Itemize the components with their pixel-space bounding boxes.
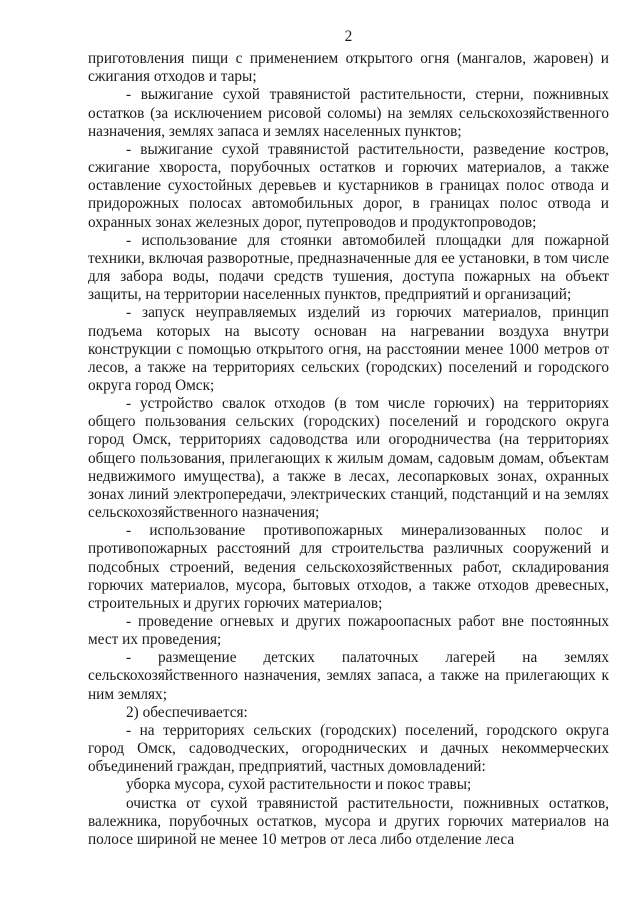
- paragraph: - использование для стоянки автомобилей площадки для пожарной техники, включая разворотные, предназначенные для ее установки, в том числе для забора воды, подачи средств тушения, доступа пожарных на объект защиты, на территории населенных пунктов, предприятий и организаций;: [88, 231, 609, 304]
- paragraph: - устройство свалок отходов (в том числе горючих) на территориях общего пользования сельских (городских) поселений и городского округа город Омск, территориях садоводства или огородничества (на территориях общего пользования, прилегающих к жилым домам, садовым домам, объектам недвижимого имущества), а также в лесах, лесопарковых зонах, охранных зонах линий электропередачи, электрических станций, подстанций и на землях сельскохозяйственного назначения;: [88, 395, 609, 522]
- paragraph: 2) обеспечивается:: [126, 703, 248, 721]
- paragraph: - выжигание сухой травянистой растительности, разведение костров, сжигание хвороста, порубочных остатков и горючих материалов, а также оставление сухостойных деревьев и кустарников в границах полос отвода и придорожных полосах автомобильных дорог, в границах полос отвода и охранных зонах железных дорог, путепроводов и продуктопроводов;: [88, 140, 609, 231]
- paragraph: - на территориях сельских (городских) поселений, городского округа город Омск, садоводческих, огороднических и дачных некоммерческих объединений граждан, предприятий, частных домовладений:: [88, 721, 609, 776]
- paragraph: - запуск неуправляемых изделий из горючих материалов, принцип подъема которых на высоту основан на нагревании воздуха внутри конструкции с помощью открытого огня, на расстоянии менее 1000 метров от лесов, а также на территориях сельских (городских) поселений и городского округа город Омск;: [88, 304, 609, 394]
- paragraph: - размещение детских палаточных лагерей на землях сельскохозяйственного назначения, землях запаса, а также на прилегающих к ним землях;: [88, 649, 609, 703]
- page-number: 2: [344, 28, 353, 45]
- paragraph: очистка от сухой травянистой растительности, пожнивных остатков, валежника, порубочных остатков, мусора и других горючих материалов на полосе шириной не менее 10 метров от леса либо отделение леса: [88, 794, 609, 848]
- paragraph: - выжигание сухой травянистой растительности, стерни, пожнивных остатков (за исключением рисовой соломы) на землях сельскохозяйственного назначения, землях запаса и землях населенных пунктов;: [88, 86, 609, 140]
- paragraph: - использование противопожарных минерализованных полос и противопожарных расстояний для строительства различных сооружений и подсобных строений, ведения сельскохозяйственных работ, складирования горючих материалов, мусора, бытовых отходов, а также отходов древесных, строительных и других горючих материалов;: [88, 522, 609, 612]
- paragraph: приготовления пищи с применением открытого огня (мангалов, жаровен) и сжигания отходов и тары;: [88, 50, 609, 86]
- paragraph: - проведение огневых и других пожароопасных работ вне постоянных мест их проведения;: [88, 613, 609, 649]
- paragraph: уборка мусора, сухой растительности и покос травы;: [126, 776, 472, 794]
